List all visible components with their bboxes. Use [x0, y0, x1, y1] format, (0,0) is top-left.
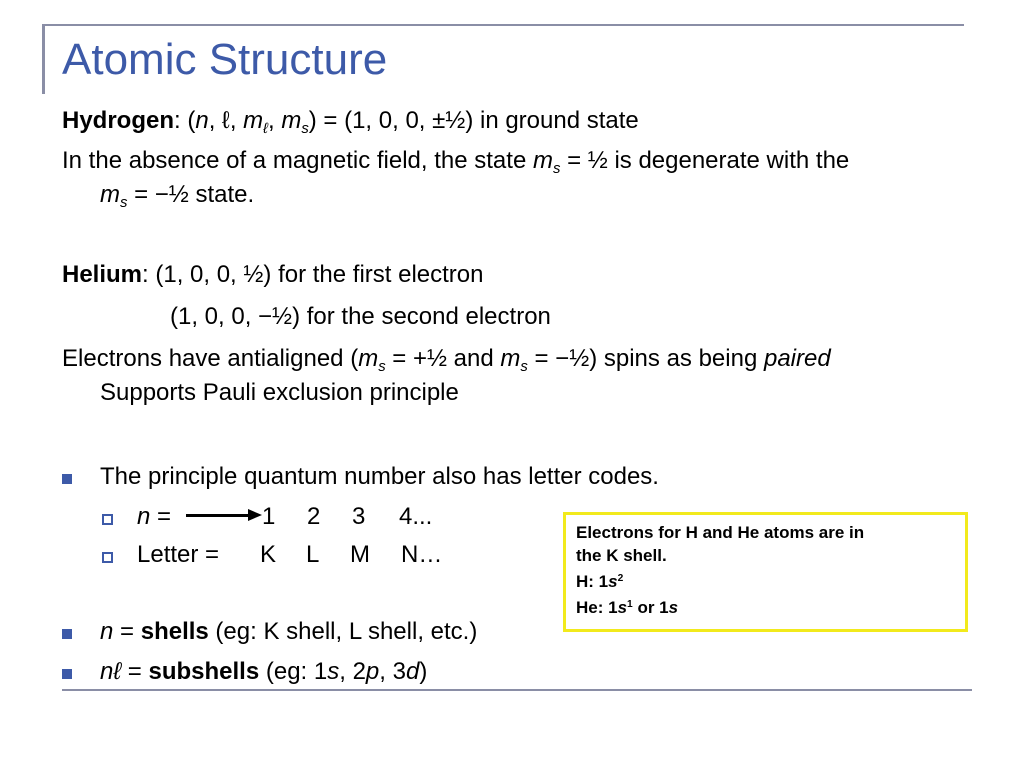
pauli-line: Supports Pauli exclusion principle: [100, 379, 459, 406]
subshells-eq: =: [121, 658, 149, 685]
note-h-sup: 2: [617, 573, 624, 584]
anti-ms-1: m: [358, 345, 379, 372]
bullet-square-icon: [62, 474, 72, 484]
subshells-bold: subshells: [148, 658, 260, 685]
note-h-orb: s: [608, 572, 618, 592]
n-value-2: 2: [307, 503, 321, 530]
bottom-rule: [62, 689, 972, 691]
hydrogen-l: ℓ: [222, 107, 230, 134]
principle-bullet-text: The principle quantum number also has letter codes.: [100, 463, 659, 490]
hydrogen-ms-sub: s: [301, 121, 309, 138]
bullet-square-icon: [62, 669, 72, 679]
n-value-4: 4...: [399, 503, 433, 530]
hydrogen-open: : (: [174, 107, 196, 134]
letter-value-1: K: [260, 541, 277, 568]
hydrogen-ml: m: [243, 107, 264, 134]
anti-mid: = +½ and: [385, 345, 501, 372]
n-value-3: 3: [352, 503, 366, 530]
note-h-label: H: 1: [576, 572, 609, 592]
shells-bullet-text: [100, 617, 477, 647]
anti-paired: paired: [763, 345, 831, 372]
subshells-s: s: [327, 658, 340, 685]
hydrogen-ml-sub: ℓ: [263, 121, 268, 138]
note-line-1: Electrons for H and He atoms are in: [576, 523, 865, 542]
arrow-head-icon: [248, 509, 262, 521]
absence-line-1: [62, 146, 849, 184]
letter-row-label: Letter =: [137, 541, 220, 568]
shells-n: n: [100, 618, 114, 645]
helium-line-2: (1, 0, 0, −½) for the second electron: [170, 303, 551, 330]
note-he-sup: 1: [627, 599, 633, 611]
anti-pre: Electrons have antialigned (: [62, 345, 359, 372]
subshells-pre: (eg: 1: [259, 658, 328, 685]
letter-value-3: M: [350, 541, 370, 568]
subshells-d: d: [405, 658, 420, 685]
note-box: [563, 512, 968, 632]
absence-ms-sub-2: s: [120, 195, 128, 212]
anti-post: = −½) spins as being: [527, 345, 764, 372]
n-row-n: n: [137, 503, 151, 530]
hydrogen-ms: m: [281, 107, 302, 134]
note-he-orb2: s: [668, 598, 679, 618]
subshells-bullet-text: [100, 657, 427, 687]
hydrogen-label: Hydrogen: [62, 107, 175, 134]
anti-ms-2: m: [500, 345, 521, 372]
hydrogen-after: ) = (1, 0, 0, ±½) in ground state: [308, 107, 639, 134]
absence-ms: m: [532, 147, 553, 174]
sub-bullet-icon: [102, 514, 113, 525]
helium-line-1: [62, 260, 484, 290]
absence-pre: In the absence of a magnetic field, the state: [62, 147, 533, 174]
top-rule: [44, 24, 964, 26]
subshells-nl: nℓ: [100, 658, 122, 685]
absence-line-2: [100, 180, 254, 218]
absence-line2-post: = −½ state.: [127, 181, 255, 208]
subshells-c1: , 2: [339, 658, 366, 685]
slide-title: Atomic Structure: [62, 35, 388, 84]
note-he-config: [576, 593, 955, 619]
n-row-eq: =: [150, 503, 172, 530]
absence-ms-2: m: [100, 181, 120, 208]
note-he-orb: s: [617, 598, 628, 618]
absence-post: = ½ is degenerate with the: [560, 147, 850, 174]
shells-rest: (eg: K shell, L shell, etc.): [208, 618, 478, 645]
anti-ms-sub-1: s: [378, 359, 386, 376]
shells-eq: =: [113, 618, 141, 645]
hydrogen-n: n: [195, 107, 209, 134]
anti-ms-sub-2: s: [520, 359, 528, 376]
letter-value-2: L: [306, 541, 320, 568]
n-value-1: 1: [262, 503, 276, 530]
note-h-config: [576, 567, 955, 593]
subshells-c2: , 3: [379, 658, 406, 685]
arrow-icon: [186, 514, 252, 517]
helium-rest: : (1, 0, 0, ½) for the first electron: [142, 261, 484, 288]
subshells-close: ): [419, 658, 428, 685]
letter-value-4: N…: [401, 541, 443, 568]
absence-ms-sub: s: [552, 161, 561, 178]
sub-bullet-icon: [102, 552, 113, 563]
note-he-label: He: 1: [576, 598, 618, 618]
note-line-2: the K shell.: [576, 546, 667, 565]
helium-label: Helium: [62, 261, 143, 288]
n-row-label: [137, 502, 171, 532]
antialigned-line: [62, 344, 831, 382]
subshells-p: p: [365, 658, 380, 685]
left-rule: [42, 24, 45, 94]
note-he-or: or 1: [632, 598, 669, 618]
bullet-square-icon: [62, 629, 72, 639]
shells-bold: shells: [140, 618, 209, 645]
hydrogen-line: Hydrogen: (n, ℓ, $m_\ell$, $m_s) = (1$, 0, 0, ±½) in ground state: [62, 107, 639, 138]
